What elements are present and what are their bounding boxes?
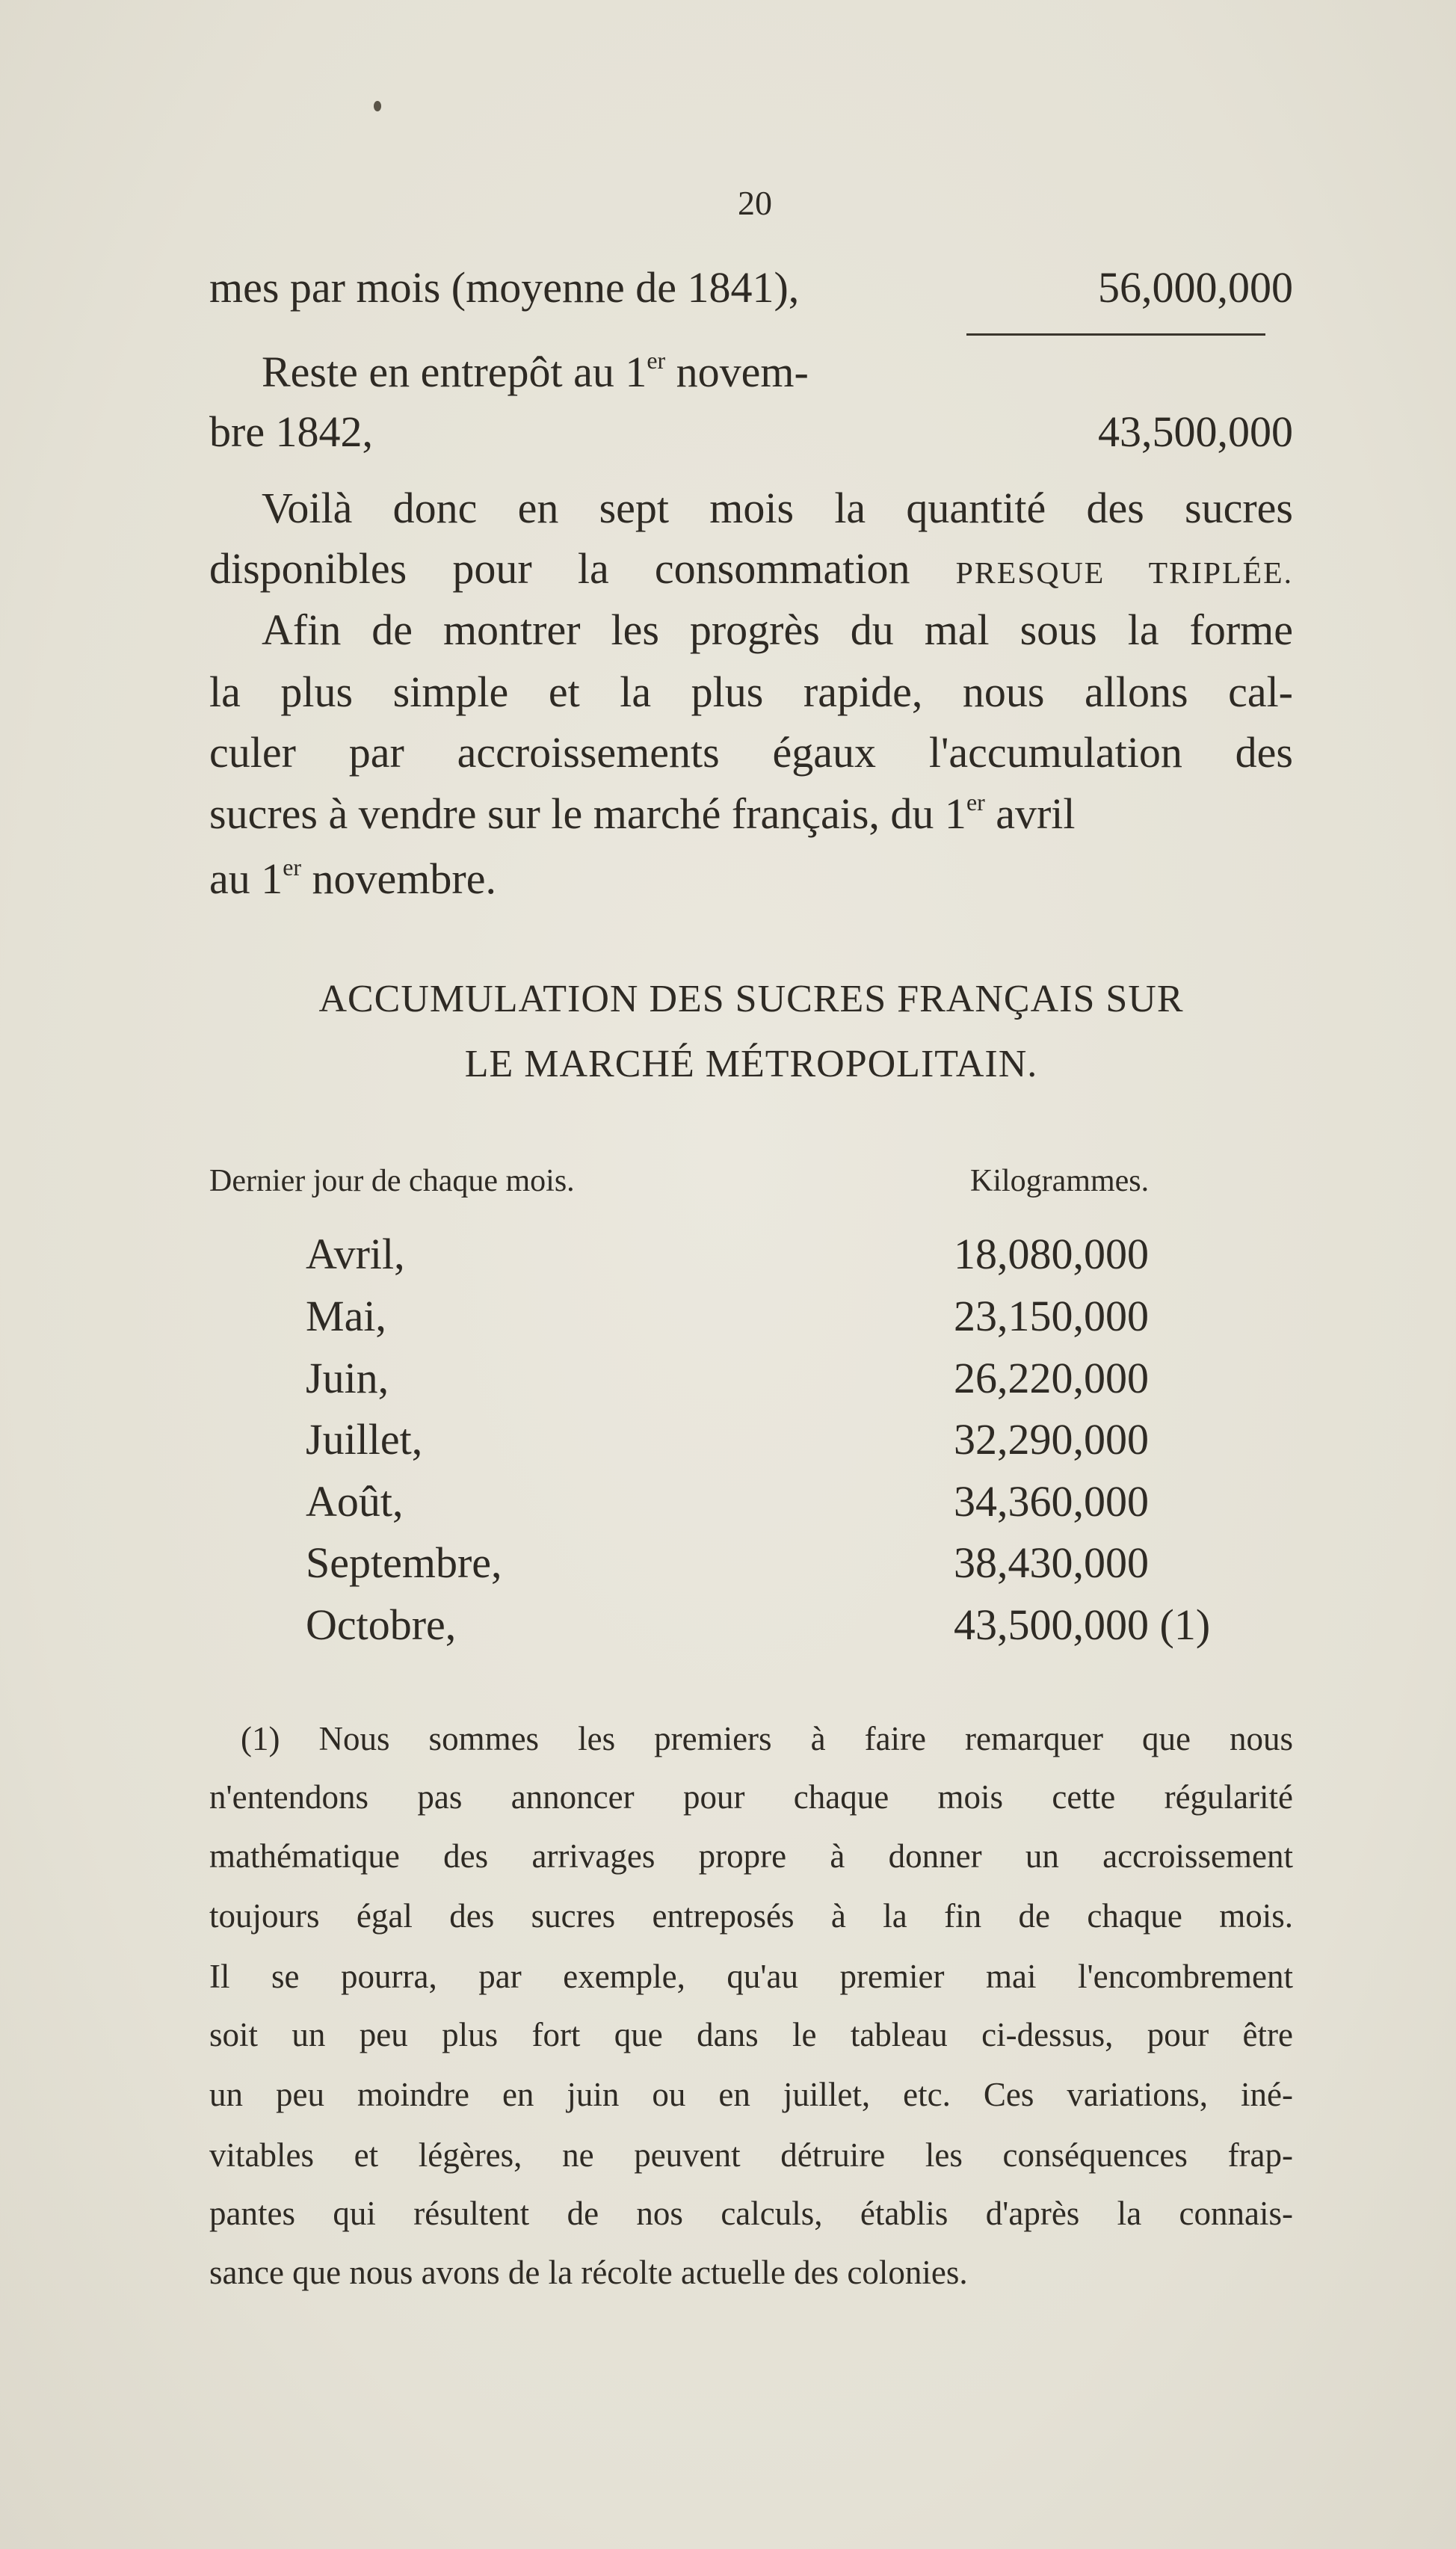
footnote-line: pantes qui résultent de nos calculs, établis d'après la connais- — [209, 2195, 1293, 2232]
table-row-kg: 38,430,000 — [954, 1538, 1149, 1587]
intro-line-2 — [262, 342, 1293, 402]
para2-line-2: la plus simple et la plus rapide, nous allons cal- — [209, 668, 1293, 716]
footnote-line: sance que nous avons de la récolte actuelle des colonies. — [209, 2254, 968, 2291]
text: Reste en entrepôt au 1 — [262, 348, 647, 396]
table-title-line-2: LE MARCHÉ MÉTROPOLITAIN. — [464, 1043, 1038, 1085]
table-row-kg: 18,080,000 — [954, 1230, 1149, 1278]
intro-line-1-text: mes par mois (moyenne de 1841), — [209, 263, 800, 312]
para1-line-2 — [209, 539, 1293, 599]
footnote-line: un peu moindre en juin ou en juillet, etc. Ces variations, iné- — [209, 2076, 1293, 2113]
superscript: er — [283, 854, 302, 881]
intro-line-3-value: 43,500,000 — [1098, 407, 1293, 456]
para2-line-5 — [209, 849, 1293, 909]
para2-line-1: Afin de montrer les progrès du mal sous la forme — [262, 605, 1293, 654]
table-title-line-1: ACCUMULATION DES SUCRES FRANÇAIS SUR — [318, 978, 1184, 1020]
superscript: er — [966, 789, 985, 816]
footnote-line: vitables et légères, ne peuvent détruire les conséquences frap- — [209, 2136, 1293, 2174]
column-header-kg: Kilogrammes. — [970, 1164, 1150, 1198]
table-row-month: Août, — [306, 1477, 404, 1526]
table-row-kg: 43,500,000 (1) — [954, 1600, 1211, 1649]
footnote-line: soit un peu plus fort que dans le tableau ci-dessus, pour être — [209, 2016, 1293, 2053]
superscript: er — [647, 348, 666, 375]
intro-line-1-value: 56,000,000 — [1098, 263, 1293, 312]
page-number: 20 — [738, 184, 772, 222]
sum-rule — [966, 333, 1265, 336]
intro-line-3 — [209, 402, 1293, 462]
para2-line-3: culer par accroissements égaux l'accumulation des — [209, 728, 1293, 777]
intro-line-1 — [209, 258, 1293, 318]
text: avril — [984, 789, 1076, 838]
footnote-line: n'entendons pas annoncer pour chaque mois cette régularité — [209, 1778, 1293, 1816]
footnote-line: (1) Nous sommes les premiers à faire remarquer que nous — [241, 1720, 1293, 1757]
text: novembre. — [301, 854, 496, 903]
table-row-kg: 32,290,000 — [954, 1415, 1149, 1464]
column-header-month: Dernier jour de chaque mois. — [209, 1164, 575, 1198]
table-row-kg: 26,220,000 — [954, 1354, 1149, 1402]
text: sucres à vendre sur le marché français, du 1 — [209, 789, 966, 838]
footnote-line: mathématique des arrivages propre à donner un accroissement — [209, 1837, 1293, 1875]
table-row-kg: 23,150,000 — [954, 1292, 1149, 1340]
table-row-month: Avril, — [306, 1230, 405, 1278]
table-row-kg: 34,360,000 — [954, 1477, 1149, 1526]
table-row-month: Mai, — [306, 1292, 386, 1340]
footnote-line: Il se pourra, par exemple, qu'au premier mai l'encombrement — [209, 1958, 1293, 1995]
smallcaps-text: PRESQUE TRIPLÉE. — [955, 556, 1294, 591]
table-row-month: Septembre, — [306, 1538, 502, 1587]
footnote-line: toujours égal des sucres entreposés à la fin de chaque mois. — [209, 1897, 1293, 1935]
text: au 1 — [209, 854, 283, 903]
table-row-month: Octobre, — [306, 1600, 457, 1649]
text: novem- — [665, 348, 809, 396]
text: disponibles pour la consommation — [209, 544, 910, 593]
para1-line-1: Voilà donc en sept mois la quantité des sucres — [262, 484, 1293, 532]
table-row-month: Juin, — [306, 1354, 389, 1402]
table-row-month: Juillet, — [306, 1415, 423, 1464]
para2-line-4 — [209, 784, 1293, 844]
ink-spot — [374, 101, 381, 111]
intro-line-3-text: bre 1842, — [209, 407, 374, 456]
